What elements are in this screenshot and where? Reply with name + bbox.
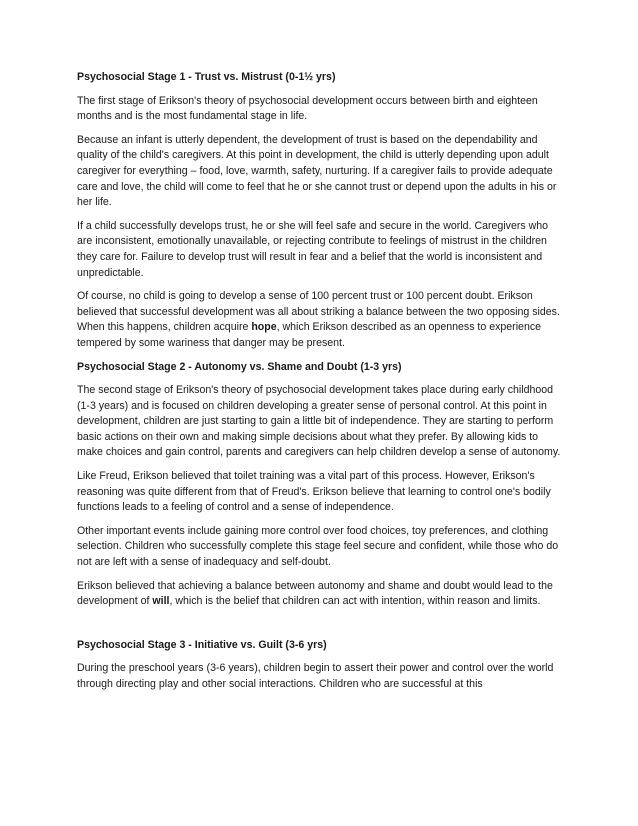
hope-term: hope bbox=[251, 321, 277, 334]
stage1-paragraph-1: The first stage of Erikson's theory of psychosocial development occurs between birth and eighteen months and is the most fundamental stage in life. bbox=[77, 94, 538, 123]
stage1-paragraph-2: Because an infant is utterly dependent, the development of trust is based on the dependability and quality of the child's caregivers. At this point in development, the child is utterly depending upon adult caregiver for everything – food, love, warmth, safety, nurturing. If a caregiver fails to provide adequate care and love, the child will come to feel that he or she cannot trust or depend upon the adults in his or her life. bbox=[77, 133, 557, 209]
will-term: will bbox=[152, 595, 170, 608]
stage1-heading: Psychosocial Stage 1 - Trust vs. Mistrust (0-1½ yrs) bbox=[77, 71, 336, 83]
stage2-heading: Psychosocial Stage 2 - Autonomy vs. Shame and Doubt (1-3 yrs) bbox=[77, 360, 402, 373]
stage2-p4-text-a: Erikson believed that achieving a balance between autonomy and shame and doubt would lead to the development of bbox=[77, 579, 553, 608]
stage2-paragraph-1: The second stage of Erikson's theory of psychosocial development takes place during early childhood (1-3 years) and is focused on children developing a greater sense of personal control. At this point in development, children are just starting to gain a little bit of independence. They are starting to perform basic actions on their own and making simple decisions about what they prefer. By allowing kids to make choices and gain control, parents and caregivers can help children develop a sense of autonomy. bbox=[77, 384, 561, 459]
stage2-paragraph-2: Like Freud, Erikson believed that toilet training was a vital part of this process. However, Erikson's reasoning was quite different from that of Freud's. Erikson believe that learning to control one's bodily functions leads to a feeling of control and a sense of independence. bbox=[77, 470, 551, 514]
stage2-paragraph-4 bbox=[77, 579, 565, 610]
stage1-p4-text-a: Of course, no child is going to develop a sense of 100 percent trust or 100 percent doubt. Erikson believed that successful development was all about striking a balance between the two opposing sides. When this happens, children acquire bbox=[77, 290, 560, 334]
stage1-paragraph-4 bbox=[77, 289, 565, 351]
stage3-paragraph-1: During the preschool years (3-6 years), children begin to assert their power and control over the world through directing play and other social interactions. Children who are successful at this bbox=[77, 662, 554, 690]
section-spacer bbox=[77, 618, 565, 638]
stage2-p4-text-b: , which is the belief that children can act with intention, within reason and limits. bbox=[169, 595, 541, 608]
document-page bbox=[77, 70, 565, 701]
stage3-heading: Psychosocial Stage 3 - Initiative vs. Guilt (3-6 yrs) bbox=[77, 638, 327, 651]
stage1-p4-text-b: , which Erikson described as an openness to experience tempered by some wariness that danger may be present. bbox=[77, 321, 542, 349]
stage1-paragraph-3: If a child successfully develops trust, he or she will feel safe and secure in the world. Caregivers who are inconsistent, emotionally unavailable, or rejecting contribute to feelings of mistrust in the children they care for. Failure to develop trust will result in fear and a belief that the world is inconsistent and unpredictable. bbox=[77, 219, 549, 279]
stage2-paragraph-3: Other important events include gaining more control over food choices, toy preferences, and clothing selection. Children who successfully complete this stage feel secure and confident, while those who do not are left with a sense of inadequacy and self-doubt. bbox=[77, 524, 559, 569]
